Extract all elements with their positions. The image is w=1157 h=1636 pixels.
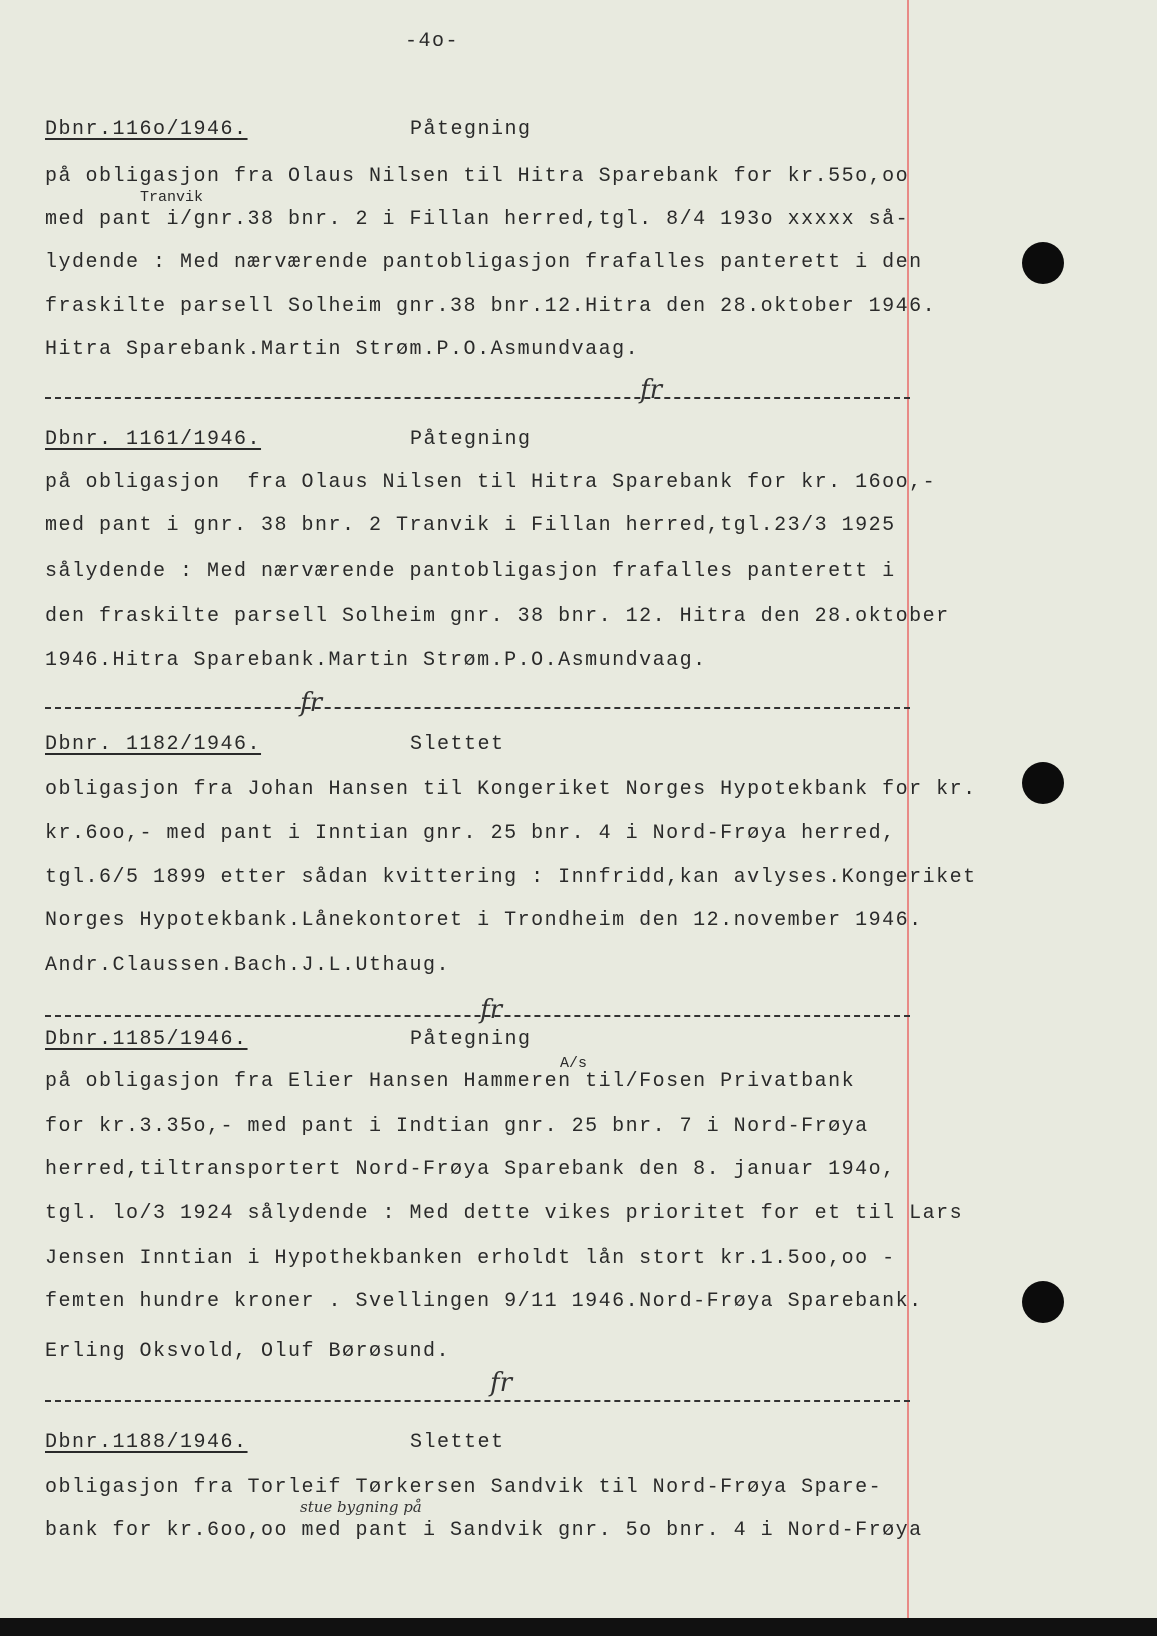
- entry-line: kr.6oo,- med pant i Inntian gnr. 25 bnr. 4 i Nord-Frøya herred,: [45, 822, 896, 845]
- entry-line: den fraskilte parsell Solheim gnr. 38 bnr. 12. Hitra den 28.oktober: [45, 605, 950, 628]
- entry-status: Påtegning: [410, 1028, 532, 1051]
- entry-line: 1946.Hitra Sparebank.Martin Strøm.P.O.Asmundvaag.: [45, 649, 707, 672]
- initials: fr: [480, 995, 503, 1025]
- separator-line: [45, 707, 910, 709]
- entry-line: obligasjon fra Johan Hansen til Kongeriket Norges Hypotekbank for kr.: [45, 778, 977, 801]
- inserted-text: Tranvik: [140, 189, 204, 206]
- entry-line: femten hundre kroner . Svellingen 9/11 1946.Nord-Frøya Sparebank.: [45, 1290, 923, 1313]
- entry-id: Dbnr. 1161/1946.: [45, 428, 262, 451]
- scan-edge: [0, 1618, 1157, 1636]
- binder-hole: [1022, 762, 1064, 804]
- entry-id: Dbnr. 1182/1946.: [45, 733, 262, 756]
- separator-line: [45, 397, 910, 399]
- entry-id: Dbnr.1188/1946.: [45, 1431, 248, 1454]
- entry-line: fraskilte parsell Solheim gnr.38 bnr.12.Hitra den 28.oktober 1946.: [45, 295, 937, 318]
- entry-line: Jensen Inntian i Hypothekbanken erholdt lån stort kr.1.5oo,oo -: [45, 1247, 896, 1270]
- initials: fr: [490, 1368, 513, 1398]
- entry-line: obligasjon fra Torleif Tørkersen Sandvik til Nord-Frøya Spare-: [45, 1476, 883, 1499]
- entry-status: Påtegning: [410, 118, 532, 141]
- page-number: -4o-: [405, 30, 460, 53]
- entry-line: på obligasjon fra Olaus Nilsen til Hitra Sparebank for kr.55o,oo: [45, 165, 910, 188]
- entry-status: Slettet: [410, 1431, 505, 1454]
- entry-line: tgl. lo/3 1924 sålydende : Med dette vikes prioritet for et til Lars: [45, 1202, 964, 1225]
- separator-line: [45, 1015, 910, 1017]
- entry-id: Dbnr.116o/1946.: [45, 118, 248, 141]
- entry-line: bank for kr.6oo,oo med pant i Sandvik gnr. 5o bnr. 4 i Nord-Frøya: [45, 1519, 923, 1542]
- margin-line: [907, 0, 909, 1620]
- entry-line: Norges Hypotekbank.Lånekontoret i Trondheim den 12.november 1946.: [45, 909, 923, 932]
- entry-line: herred,tiltransportert Nord-Frøya Sparebank den 8. januar 194o,: [45, 1158, 896, 1181]
- entry-line: med pant i gnr. 38 bnr. 2 Tranvik i Fillan herred,tgl.23/3 1925: [45, 514, 896, 537]
- entry-line: sålydende : Med nærværende pantobligasjon frafalles panterett i: [45, 560, 896, 583]
- entry-status: Slettet: [410, 733, 505, 756]
- entry-line: Andr.Claussen.Bach.J.L.Uthaug.: [45, 954, 451, 977]
- entry-line: Erling Oksvold, Oluf Børøsund.: [45, 1340, 451, 1363]
- inserted-text: stue bygning på: [300, 1498, 422, 1516]
- entry-line: tgl.6/5 1899 etter sådan kvittering : Innfridd,kan avlyses.Kongeriket: [45, 866, 977, 889]
- entry-line: på obligasjon fra Olaus Nilsen til Hitra Sparebank for kr. 16oo,-: [45, 471, 937, 494]
- entry-line: lydende : Med nærværende pantobligasjon frafalles panterett i den: [45, 251, 923, 274]
- entry-id: Dbnr.1185/1946.: [45, 1028, 248, 1051]
- entry-line: for kr.3.35o,- med pant i Indtian gnr. 25 bnr. 7 i Nord-Frøya: [45, 1115, 869, 1138]
- entry-line: med pant i/gnr.38 bnr. 2 i Fillan herred,tgl. 8/4 193o xxxxx så-: [45, 208, 910, 231]
- entry-line: Hitra Sparebank.Martin Strøm.P.O.Asmundvaag.: [45, 338, 640, 361]
- separator-line: [45, 1400, 910, 1402]
- initials: fr: [640, 375, 663, 405]
- binder-hole: [1022, 1281, 1064, 1323]
- binder-hole: [1022, 242, 1064, 284]
- inserted-text: A/s: [560, 1055, 588, 1072]
- entry-line: på obligasjon fra Elier Hansen Hammeren til/Fosen Privatbank: [45, 1070, 856, 1093]
- initials: fr: [300, 688, 323, 718]
- entry-status: Påtegning: [410, 428, 532, 451]
